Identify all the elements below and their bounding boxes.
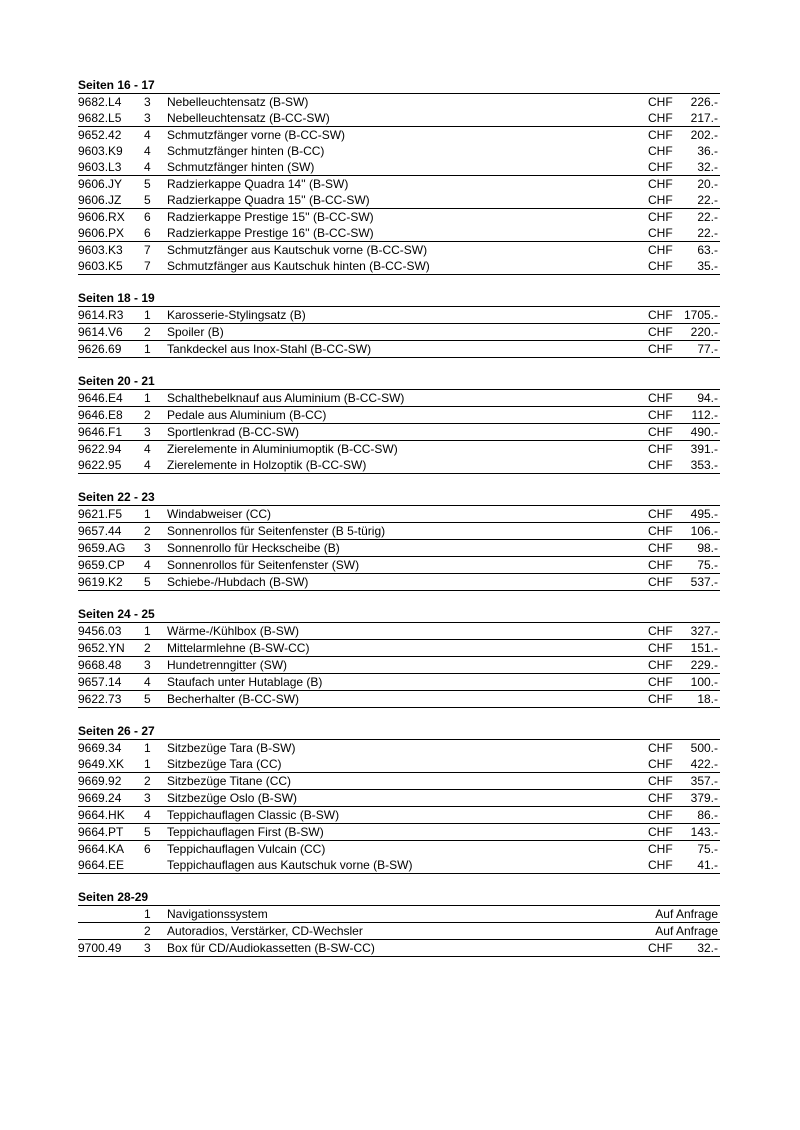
item-description: Radzierkappe Quadra 15'' (B-CC-SW) (167, 193, 370, 207)
item-number: 5 (144, 177, 151, 191)
item-number: 1 (144, 624, 151, 638)
table-row (78, 341, 720, 358)
part-number: 9657.44 (78, 524, 122, 538)
currency: CHF (648, 825, 673, 839)
item-description: Hundetrenngitter (SW) (167, 658, 288, 672)
price: 1705.- (683, 308, 718, 322)
currency: CHF (648, 791, 673, 805)
item-description: Radzierkappe Prestige 16'' (B-CC-SW) (167, 226, 374, 240)
item-description: Radzierkappe Quadra 14'' (B-SW) (167, 177, 349, 191)
table-row (78, 258, 720, 275)
item-description: Tankdeckel aus Inox-Stahl (B-CC-SW) (167, 342, 372, 356)
item-description: Navigationssystem (167, 907, 268, 921)
price-table (78, 93, 720, 275)
currency: CHF (648, 941, 673, 955)
part-number: 9657.14 (78, 675, 122, 689)
table-row (78, 807, 720, 824)
table-row (78, 441, 720, 457)
price: 537.- (690, 575, 718, 589)
price-section (78, 890, 720, 957)
item-number: 2 (144, 325, 151, 339)
item-number: 5 (144, 825, 151, 839)
price: 32.- (697, 160, 718, 174)
currency: CHF (648, 210, 673, 224)
part-number: 9652.42 (78, 128, 122, 142)
section-title: Seiten 22 - 23 (78, 490, 155, 504)
table-row (78, 623, 720, 640)
price: 22.- (697, 226, 718, 240)
price: 500.- (690, 741, 718, 755)
price: 98.- (697, 541, 718, 555)
currency: CHF (648, 425, 673, 439)
item-number: 3 (144, 95, 151, 109)
item-description: Windabweiser (CC) (167, 507, 272, 521)
item-number: 3 (144, 111, 151, 125)
item-number: 7 (144, 259, 151, 273)
price-section (78, 78, 720, 275)
part-number: 9614.R3 (78, 308, 124, 322)
price: 379.- (690, 791, 718, 805)
currency: CHF (648, 408, 673, 422)
item-description: Autoradios, Verstärker, CD-Wechsler (167, 924, 363, 938)
currency: CHF (648, 641, 673, 655)
part-number: 9652.YN (78, 641, 125, 655)
price-section (78, 490, 720, 591)
part-number: 9659.CP (78, 558, 125, 572)
item-description: Radzierkappe Prestige 15'' (B-CC-SW) (167, 210, 374, 224)
item-description: Karosserie-Stylingsatz (B) (167, 308, 306, 322)
price: 77.- (697, 342, 718, 356)
table-row (78, 674, 720, 691)
price: 22.- (697, 210, 718, 224)
table-row (78, 790, 720, 807)
table-row (78, 756, 720, 773)
table-row (78, 506, 720, 523)
price-list-document (78, 78, 720, 973)
item-number: 3 (144, 658, 151, 672)
item-description: Sitzbezüge Titane (CC) (167, 774, 292, 788)
price-table (78, 622, 720, 708)
section-title: Seiten 16 - 17 (78, 78, 155, 92)
currency: CHF (648, 177, 673, 191)
price: 22.- (697, 193, 718, 207)
table-row (78, 540, 720, 557)
currency: CHF (648, 575, 673, 589)
price-table (78, 389, 720, 474)
item-description: Nebelleuchtensatz (B-CC-SW) (167, 111, 330, 125)
price: 94.- (697, 391, 718, 405)
item-description: Schmutzfänger vorne (B-CC-SW) (167, 128, 346, 142)
item-number: 1 (144, 757, 151, 771)
price: 217.- (690, 111, 718, 125)
table-row (78, 307, 720, 324)
price: 202.- (690, 128, 718, 142)
section-title: Seiten 26 - 27 (78, 724, 155, 738)
table-row (78, 225, 720, 242)
item-description: Schmutzfänger aus Kautschuk hinten (B-CC-SW) (167, 259, 430, 273)
part-number: 9606.PX (78, 226, 125, 240)
item-number: 6 (144, 226, 151, 240)
item-number: 3 (144, 941, 151, 955)
currency: CHF (648, 391, 673, 405)
section-title: Seiten 24 - 25 (78, 607, 155, 621)
item-number: 5 (144, 193, 151, 207)
item-number: 3 (144, 541, 151, 555)
price: 357.- (690, 774, 718, 788)
currency: CHF (648, 193, 673, 207)
item-description: Pedale aus Aluminium (B-CC) (167, 408, 327, 422)
part-number: 9664.PT (78, 825, 124, 839)
price: 100.- (690, 675, 718, 689)
price: 220.- (690, 325, 718, 339)
section-title: Seiten 18 - 19 (78, 291, 155, 305)
item-description: Sitzbezüge Oslo (B-SW) (167, 791, 298, 805)
table-row (78, 824, 720, 841)
item-description: Teppichauflagen First (B-SW) (167, 825, 324, 839)
currency: CHF (648, 226, 673, 240)
part-number: 9456.03 (78, 624, 122, 638)
item-description: Teppichauflagen aus Kautschuk vorne (B-SW) (167, 858, 413, 872)
part-number: 9664.KA (78, 842, 125, 856)
item-number: 2 (144, 641, 151, 655)
currency: CHF (648, 842, 673, 856)
item-description: Schmutzfänger hinten (SW) (167, 160, 315, 174)
part-number: 9603.L3 (78, 160, 122, 174)
item-number: 7 (144, 243, 151, 257)
table-row (78, 94, 720, 110)
price-table (78, 505, 720, 591)
currency: CHF (648, 524, 673, 538)
price-table (78, 739, 720, 874)
currency: CHF (648, 624, 673, 638)
part-number: 9603.K9 (78, 144, 123, 158)
price: 41.- (697, 858, 718, 872)
item-description: Nebelleuchtensatz (B-SW) (167, 95, 309, 109)
price-section (78, 724, 720, 874)
item-number: 6 (144, 210, 151, 224)
price: 18.- (697, 692, 718, 706)
table-row (78, 857, 720, 874)
part-number: 9649.XK (78, 757, 125, 771)
section-title: Seiten 20 - 21 (78, 374, 155, 388)
table-row (78, 691, 720, 708)
part-number: 9682.L5 (78, 111, 122, 125)
item-description: Mittelarmlehne (B-SW-CC) (167, 641, 310, 655)
part-number: 9622.94 (78, 442, 122, 456)
item-number: 4 (144, 160, 151, 174)
table-row (78, 457, 720, 474)
item-number: 4 (144, 128, 151, 142)
table-row (78, 923, 720, 940)
item-number: 3 (144, 425, 151, 439)
section-title: Seiten 28-29 (78, 890, 149, 904)
item-number: 2 (144, 924, 151, 938)
table-row (78, 740, 720, 756)
price: 112.- (691, 408, 718, 422)
price: 20.- (697, 177, 718, 191)
price: 86.- (697, 808, 718, 822)
currency: CHF (648, 442, 673, 456)
currency: CHF (648, 692, 673, 706)
part-number: 9646.E4 (78, 391, 123, 405)
price: 490.- (690, 425, 718, 439)
part-number: 9614.V6 (78, 325, 123, 339)
part-number: 9606.JZ (78, 193, 122, 207)
table-row (78, 192, 720, 209)
table-row (78, 906, 720, 923)
item-description: Zierelemente in Holzoptik (B-CC-SW) (167, 458, 367, 472)
currency: CHF (648, 243, 673, 257)
part-number: 9622.73 (78, 692, 122, 706)
part-number: 9664.HK (78, 808, 125, 822)
part-number: 9659.AG (78, 541, 126, 555)
item-description: Zierelemente in Aluminiumoptik (B-CC-SW) (167, 442, 398, 456)
item-description: Box für CD/Audiokassetten (B-SW-CC) (167, 941, 375, 955)
price: 422.- (690, 757, 718, 771)
item-number: 2 (144, 774, 151, 788)
item-description: Becherhalter (B-CC-SW) (167, 692, 300, 706)
price-section (78, 291, 720, 358)
table-row (78, 159, 720, 176)
item-number: 5 (144, 692, 151, 706)
part-number: 9626.69 (78, 342, 122, 356)
currency: CHF (648, 128, 673, 142)
part-number: 9646.E8 (78, 408, 123, 422)
part-number: 9622.95 (78, 458, 122, 472)
part-number: 9669.24 (78, 791, 122, 805)
currency: CHF (648, 144, 673, 158)
item-number: 1 (144, 308, 151, 322)
item-description: Spoiler (B) (167, 325, 224, 339)
table-row (78, 940, 720, 957)
part-number: 9669.92 (78, 774, 122, 788)
item-description: Sitzbezüge Tara (B-SW) (167, 741, 296, 755)
part-number: 9700.49 (78, 941, 122, 955)
item-number: 6 (144, 842, 151, 856)
part-number: 9646.F1 (78, 425, 123, 439)
price: 229.- (690, 658, 718, 672)
price: 353.- (690, 458, 718, 472)
currency: CHF (648, 808, 673, 822)
item-description: Schmutzfänger hinten (B-CC) (167, 144, 325, 158)
price: 63.- (697, 243, 718, 257)
item-description: Schmutzfänger aus Kautschuk vorne (B-CC-SW) (167, 243, 428, 257)
part-number: 9619.K2 (78, 575, 123, 589)
price: 35.- (697, 259, 718, 273)
item-number: 2 (144, 408, 151, 422)
item-number: 4 (144, 458, 151, 472)
currency: CHF (648, 111, 673, 125)
part-number: 9668.48 (78, 658, 122, 672)
table-row (78, 424, 720, 441)
table-row (78, 324, 720, 341)
currency: CHF (648, 558, 673, 572)
item-description: Teppichauflagen Classic (B-SW) (167, 808, 340, 822)
table-row (78, 390, 720, 407)
price: 36.- (697, 144, 718, 158)
currency: CHF (648, 658, 673, 672)
currency: CHF (648, 259, 673, 273)
currency: CHF (648, 675, 673, 689)
price-table (78, 905, 720, 957)
price: 151.- (690, 641, 718, 655)
item-number: 1 (144, 907, 151, 921)
price: 391.- (690, 442, 718, 456)
table-row (78, 242, 720, 258)
currency: CHF (648, 458, 673, 472)
item-number: 1 (144, 342, 151, 356)
price-table (78, 306, 720, 358)
table-row (78, 773, 720, 790)
currency: CHF (648, 507, 673, 521)
item-description: Teppichauflagen Vulcain (CC) (167, 842, 326, 856)
table-row (78, 640, 720, 657)
table-row (78, 407, 720, 424)
item-number: 1 (144, 741, 151, 755)
item-description: Sonnenrollos für Seitenfenster (SW) (167, 558, 360, 572)
part-number: 9621.F5 (78, 507, 123, 521)
item-description: Sportlenkrad (B-CC-SW) (167, 425, 300, 439)
item-number: 3 (144, 791, 151, 805)
price: 327.- (690, 624, 718, 638)
item-number: 1 (144, 391, 151, 405)
table-row (78, 209, 720, 225)
price: 106.- (690, 524, 718, 538)
item-description: Sonnenrollo für Heckscheibe (B) (167, 541, 340, 555)
price: 75.- (697, 842, 718, 856)
currency: CHF (648, 741, 673, 755)
item-number: 5 (144, 575, 151, 589)
table-row (78, 523, 720, 540)
part-number: 9606.RX (78, 210, 125, 224)
table-row (78, 176, 720, 192)
price: 226.- (690, 95, 718, 109)
price: 143.- (690, 825, 718, 839)
item-number: 4 (144, 808, 151, 822)
currency: CHF (648, 308, 673, 322)
price: 32.- (697, 941, 718, 955)
item-number: 1 (144, 507, 151, 521)
price: 495.- (690, 507, 718, 521)
table-row (78, 557, 720, 574)
price-section (78, 607, 720, 708)
item-number: 4 (144, 675, 151, 689)
item-number: 4 (144, 144, 151, 158)
table-row (78, 110, 720, 127)
price-on-request: Auf Anfrage (655, 907, 718, 921)
item-description: Sitzbezüge Tara (CC) (167, 757, 282, 771)
item-number: 2 (144, 524, 151, 538)
item-description: Staufach unter Hutablage (B) (167, 675, 323, 689)
table-row (78, 841, 720, 857)
currency: CHF (648, 95, 673, 109)
currency: CHF (648, 757, 673, 771)
part-number: 9682.L4 (78, 95, 122, 109)
part-number: 9664.EE (78, 858, 125, 872)
currency: CHF (648, 858, 673, 872)
item-description: Wärme-/Kühlbox (B-SW) (167, 624, 300, 638)
item-description: Sonnenrollos für Seitenfenster (B 5-türig) (167, 524, 386, 538)
item-number: 4 (144, 558, 151, 572)
item-description: Schiebe-/Hubdach (B-SW) (167, 575, 309, 589)
table-row (78, 574, 720, 591)
price: 75.- (697, 558, 718, 572)
currency: CHF (648, 541, 673, 555)
part-number: 9669.34 (78, 741, 122, 755)
part-number: 9606.JY (78, 177, 123, 191)
price-section (78, 374, 720, 474)
currency: CHF (648, 342, 673, 356)
table-row (78, 143, 720, 159)
currency: CHF (648, 325, 673, 339)
price-on-request: Auf Anfrage (655, 924, 718, 938)
table-row (78, 127, 720, 143)
currency: CHF (648, 774, 673, 788)
part-number: 9603.K5 (78, 259, 123, 273)
item-description: Schalthebelknauf aus Aluminium (B-CC-SW) (167, 391, 405, 405)
part-number: 9603.K3 (78, 243, 123, 257)
item-number: 4 (144, 442, 151, 456)
currency: CHF (648, 160, 673, 174)
table-row (78, 657, 720, 674)
